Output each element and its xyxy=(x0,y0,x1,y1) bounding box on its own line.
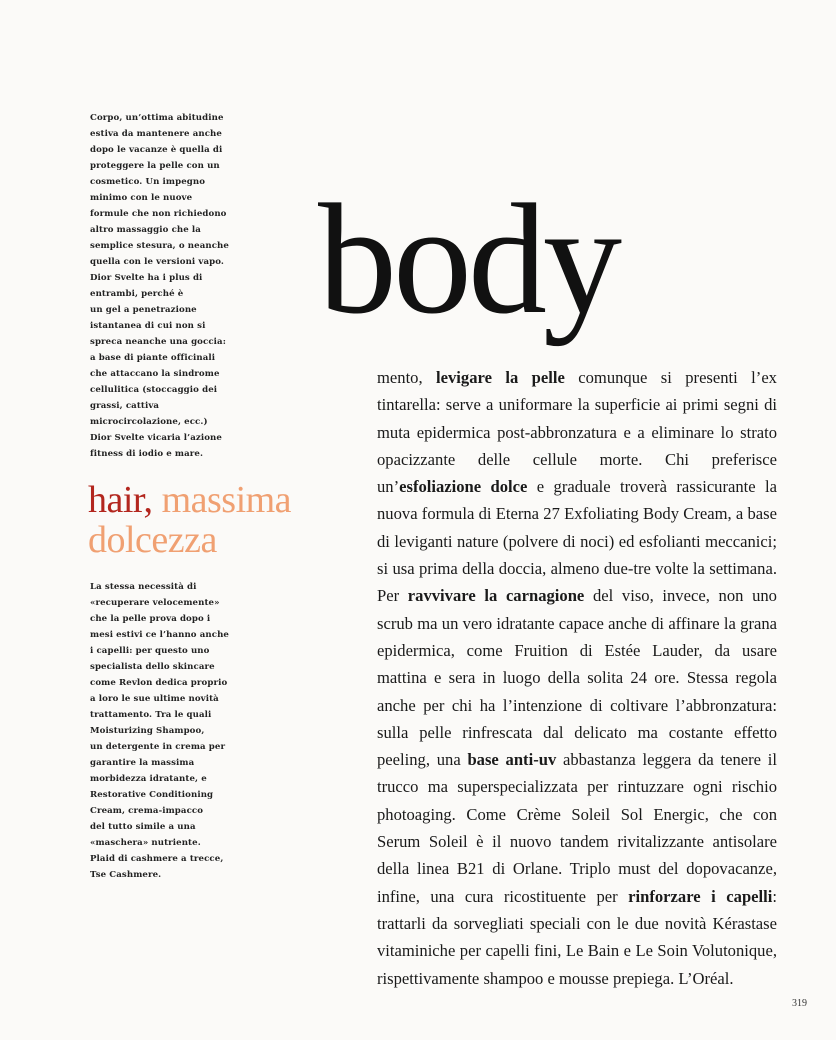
hair-heading-light-1: massima xyxy=(161,479,292,521)
main-article-text xyxy=(377,364,777,992)
main-highlight: ravvivare la carnagione xyxy=(407,586,585,606)
main-highlight: base anti-uv xyxy=(467,750,557,770)
body-sidebar-text: Corpo, un’ottima abitudine estiva da mantenere anche dopo le vacanze è quella di proteggere la pelle con un cosmetico. Un impegno minimo con le nuove formule che non richiedono altro massaggio che la semplice stesura, o neanche quella con le versioni vapo. Dior Svelte ha i plus di entrambi, perché è un gel a penetrazione istantanea di cui non si spreca neanche una goccia: a base di piante officinali che attaccano la sindrome cellulitica (stoccaggio dei grassi, cattiva microcircolazione, ecc.) Dior Svelte vicaria l’azione fitness di iodio e mare. xyxy=(90,113,229,459)
main-highlight: levigare la pelle xyxy=(436,368,565,387)
main-text-part: abbastanza leggera da tenere il trucco ma superspecializzata per rintuzzare ogni rischio photoaging. Come Crème Soleil Sol Energic, che con Serum Soleil è il nuovo tandem rivitalizzante antisolare della linea B21 di Orlane. Triplo must del dopovacanze, infine, una cura ricostituente per xyxy=(377,750,777,906)
hair-heading xyxy=(88,480,358,560)
main-highlight: esfoliazione dolce xyxy=(399,477,528,497)
main-text-part: del viso, invece, non uno scrub ma un vero idratante capace anche di affinare la grana epidermica, come Fruition di Estée Lauder, da usare mattina e sera in luogo della solita 24 ore. Stessa regola anche per chi ha l’intenzione di coltivare l’abbronzatura: sulla pelle rinfrescata dal delicato ma costante effetto peeling, una xyxy=(377,586,777,770)
page-number: 319 xyxy=(792,998,807,1009)
hair-heading-light-2: dolcezza xyxy=(88,519,217,561)
main-text-part: e graduale troverà rassicurante la nuova formula di Eterna 27 Exfoliating Body Cream, a base di leviganti nature (polvere di noci) ed esfolianti meccanici; si usa prima della doccia, almeno due-tre volte la settimana. Per xyxy=(377,477,777,606)
hair-heading-strong: hair, xyxy=(88,479,153,521)
hair-sidebar-text: La stessa necessità di «recuperare velocemente» che la pelle prova dopo i mesi estivi ce l’hanno anche i capelli: per questo uno specialista dello skincare come Revlon dedica proprio a loro le sue ultime novità trattamento. Tra le quali Moisturizing Shampoo, un detergente in crema per garantire la massima morbidezza idratante, e Restorative Conditioning Cream, crema-impacco del tutto simile a una «maschera» nutriente. Plaid di cashmere a trecce, Tse Cashmere. xyxy=(90,582,229,880)
main-text-part: : trattarli da sorvegliati speciali con le due novità Kérastase vitaminiche per capelli fini, Le Bain e Le Soin Volutonique, rispettivamente shampoo e mousse prepiega. L’Oréal. xyxy=(377,886,777,988)
main-text-part: mento, xyxy=(377,368,437,387)
page-title: body xyxy=(318,172,618,347)
main-text-part: comunque si presenti l’ex tintarella: serve a uniformare la superficie ai primi segni di muta epidermica post-abbronzatura e a eliminare lo strato opacizzante delle cellule morte. Chi preferisce un’ xyxy=(377,368,777,497)
main-highlight: rinforzare i capelli xyxy=(628,886,773,906)
